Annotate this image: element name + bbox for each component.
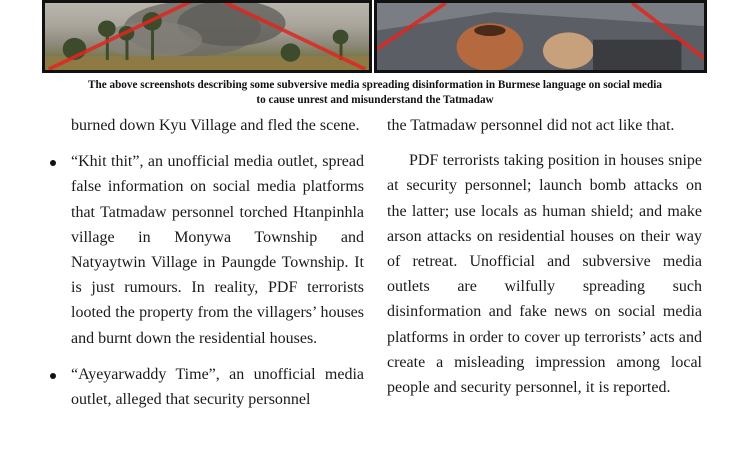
bullet-item (50, 362, 364, 412)
burned-house-image (377, 3, 704, 70)
bullet-icon (50, 160, 56, 166)
bullet-text: “Khit thit”, an unofficial media outlet, spread false information on social media platforms that Tatmadaw personnel torched Htanpinhla village in Monywa Township and Natyaytwin Village in Paungde Township. It is just rumours. In reality, PDF terrorists looted the property from the villagers’ houses and burnt down the residential houses. (71, 153, 364, 347)
bullet-icon (50, 373, 56, 379)
bullet-item (50, 149, 364, 351)
caption-line-1: The above screenshots describing some subversive media spreading disinformation in Burmese language on social media (88, 79, 662, 91)
right-column (387, 113, 702, 400)
right-continuation-text: the Tatmadaw personnel did not act like that. (387, 117, 675, 134)
left-column (50, 113, 364, 412)
bullet-list (50, 149, 364, 412)
photo-burned-house (374, 0, 707, 73)
burned-village-image (45, 3, 369, 70)
caption-line-2: to cause unrest and misunderstand the Tatmadaw (256, 94, 494, 106)
figure-caption (40, 78, 710, 108)
right-paragraph: PDF terrorists taking position in houses snipe at security personnel; launch bomb attacks on the latter; use locals as human shield; and make arson attacks on residential houses on their way of retreat. Unofficial and subversive media outlets are wilfully spreading such disinformation and fake news on social media platforms in order to cover up terrorists’ acts and create a misleading impression among local people and security personnel, it is reported. (387, 152, 702, 397)
bullet-text: “Ayeyarwaddy Time”, an unofficial media outlet, alleged that security personnel (71, 365, 364, 409)
photo-burned-village (42, 0, 372, 73)
left-continuation-text: burned down Kyu Village and fled the scene. (71, 117, 360, 134)
